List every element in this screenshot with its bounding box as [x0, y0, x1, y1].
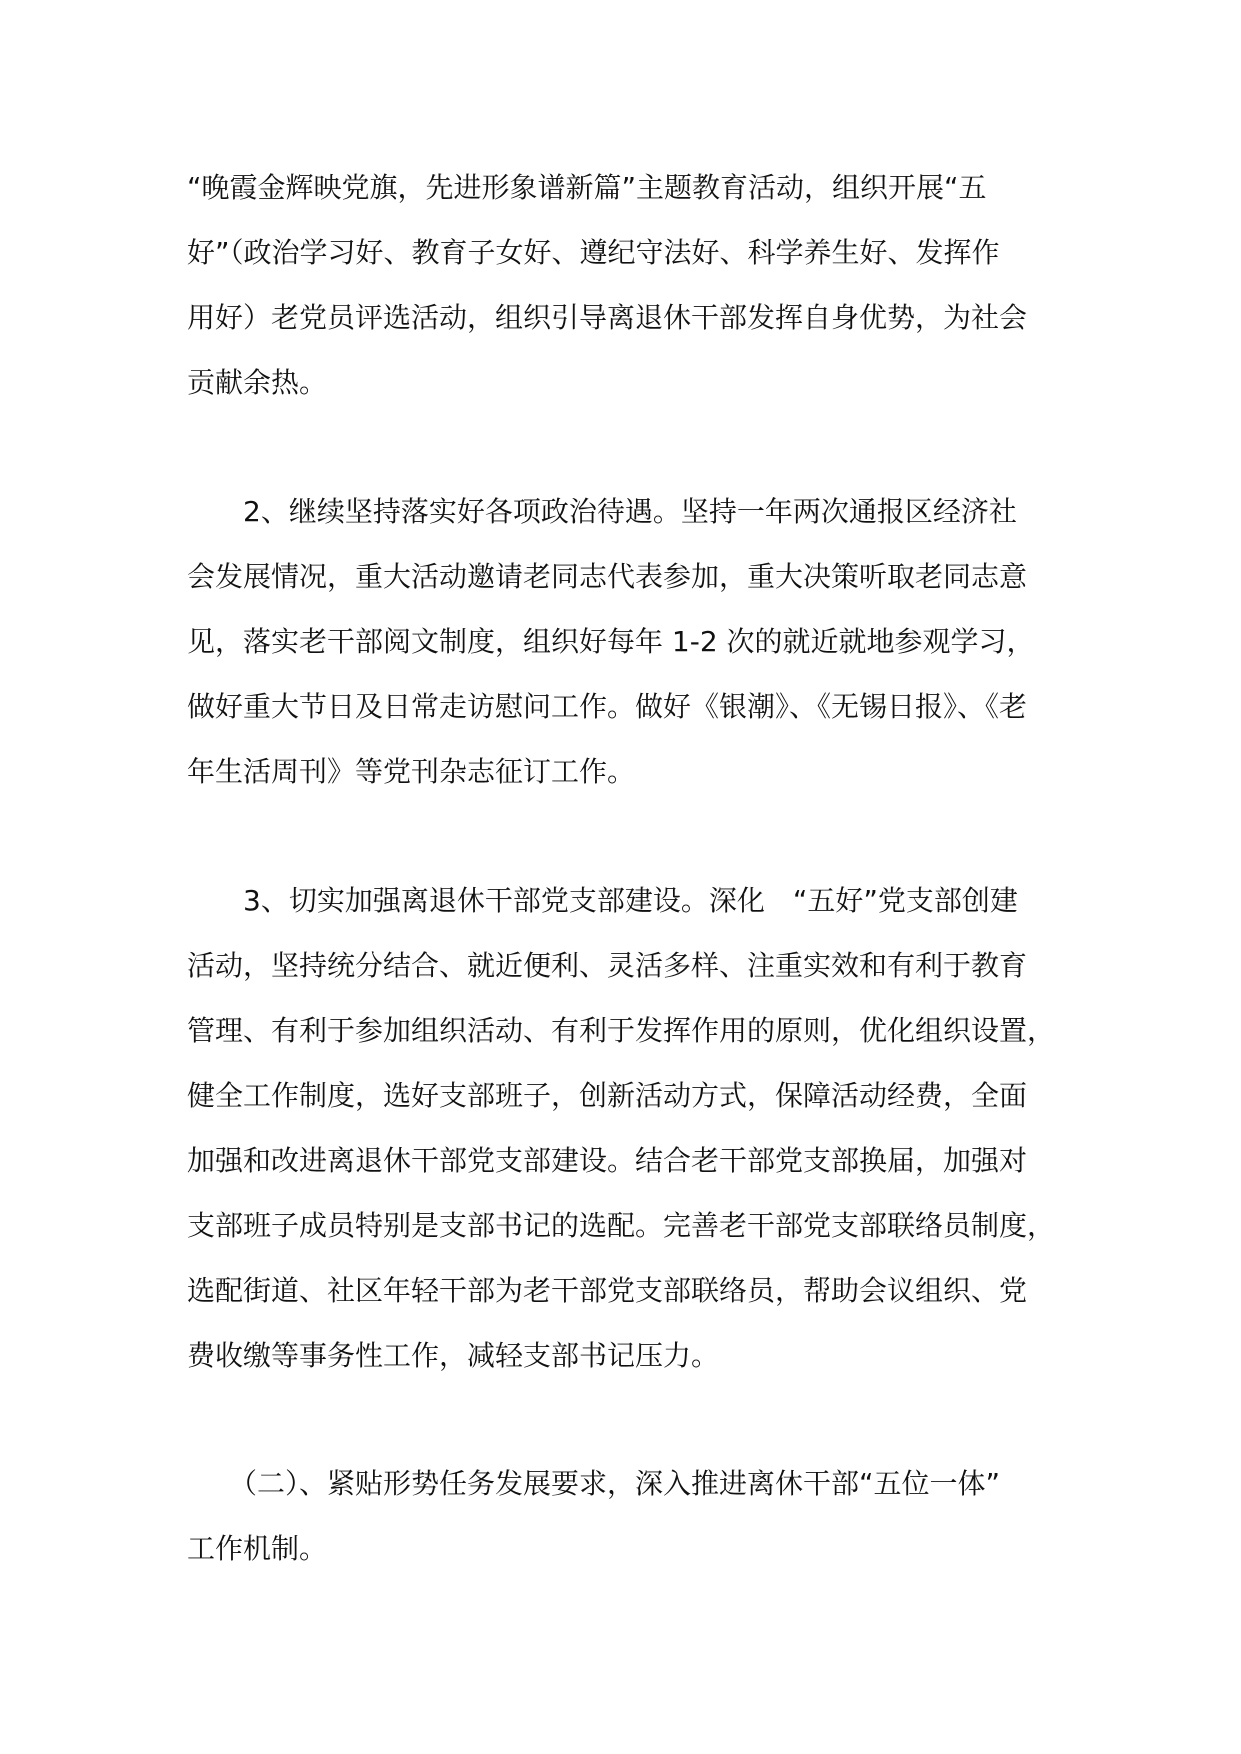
text-line: 工作机制。	[187, 1532, 328, 1565]
text-line: 活动，坚持统分结合、就近便利、灵活多样、注重实效和有利于教育	[187, 949, 1028, 982]
text-line: 管理、有利于参加组织活动、有利于发挥作用的原则，优化组织设置，	[187, 1014, 1056, 1047]
text-line: “晚霞金辉映党旗，先进形象谱新篇”主题教育活动，组织开展“五	[187, 171, 987, 204]
text-line: 年生活周刊》等党刊杂志征订工作。	[187, 755, 636, 788]
text-line: 费收缴等事务性工作，减轻支部书记压力。	[187, 1339, 720, 1372]
text-line: 贡献余热。	[187, 366, 328, 399]
paragraph-political-treatment	[187, 479, 1065, 804]
text-line: 2、继续坚持落实好各项政治待遇。坚持一年两次通报区经济社	[187, 495, 1017, 528]
text-line: 支部班子成员特别是支部书记的选配。完善老干部党支部联络员制度，	[187, 1209, 1056, 1242]
text-line: 选配街道、社区年轻干部为老干部党支部联络员，帮助会议组织、党	[187, 1274, 1028, 1307]
text-line: （二）、紧贴形势任务发展要求，深入推进离休干部“五位一体”	[187, 1467, 1001, 1500]
text-line: 用好）老党员评选活动，组织引导离退休干部发挥自身优势，为社会	[187, 301, 1028, 334]
paragraph-party-branch-building	[187, 868, 1065, 1388]
section-heading-two	[187, 1451, 1065, 1581]
text-line: 3、切实加强离退休干部党支部建设。深化 “五好”党支部创建	[187, 884, 1018, 917]
text-line: 健全工作制度，选好支部班子，创新活动方式，保障活动经费，全面	[187, 1079, 1028, 1112]
text-line: 做好重大节日及日常走访慰问工作。做好《银潮》、《无锡日报》、《老	[187, 690, 1028, 723]
text-line: 好”（政治学习好、教育子女好、遵纪守法好、科学养生好、发挥作	[187, 236, 1000, 269]
text-line: 见，落实老干部阅文制度，组织好每年 1-2 次的就近就地参观学习，	[187, 625, 1035, 658]
text-line: 会发展情况，重大活动邀请老同志代表参加，重大决策听取老同志意	[187, 560, 1028, 593]
text-line: 加强和改进离退休干部党支部建设。结合老干部党支部换届，加强对	[187, 1144, 1028, 1177]
paragraph-theme-activity	[187, 155, 1065, 415]
